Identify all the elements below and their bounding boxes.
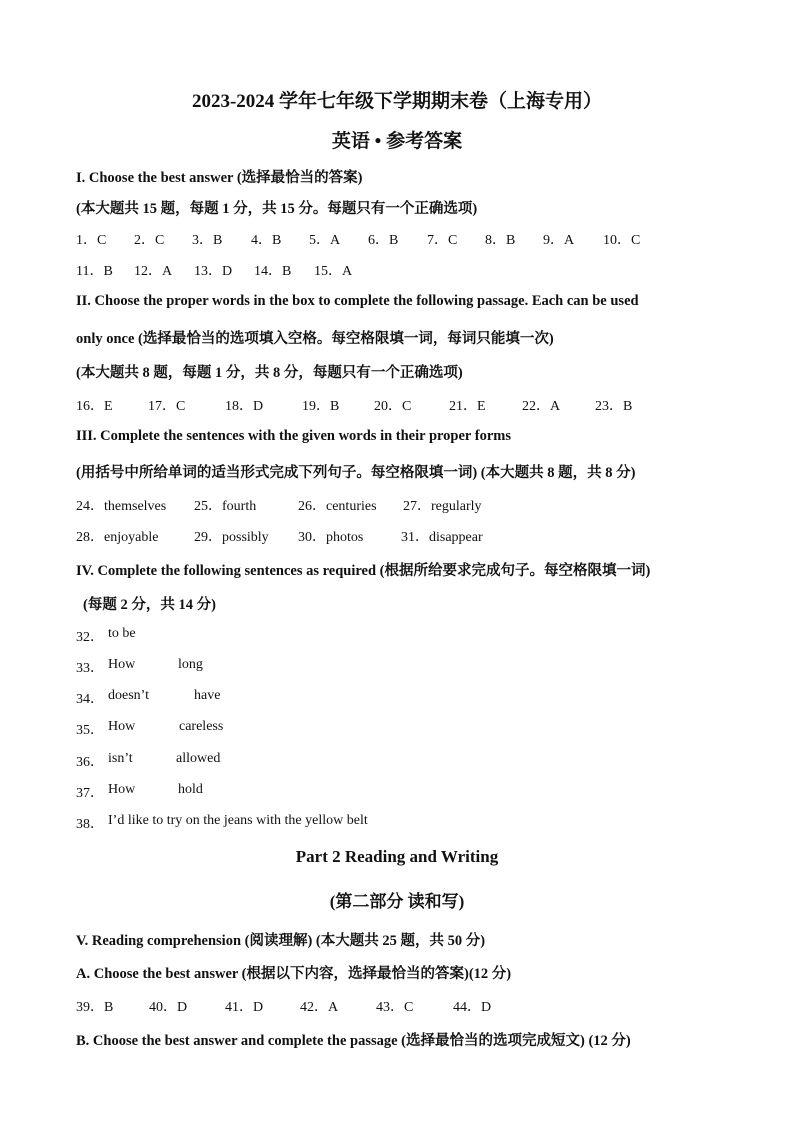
answer-item: 40．D: [149, 1000, 188, 1015]
item-number: 33．: [76, 661, 104, 676]
answer-item: 24．themselves: [76, 499, 167, 514]
answer-item: 20．C: [374, 399, 412, 414]
section-5a-heading: A. Choose the best answer (根据以下内容，选择最恰当的答案)(12 分): [76, 966, 512, 982]
answer-item: 5．A: [309, 233, 341, 248]
item-number: 35．: [76, 723, 104, 738]
answer-item: 4．B: [251, 233, 282, 248]
answer-word: have: [194, 688, 221, 703]
answer-item: 30．photos: [298, 530, 364, 545]
section-1-heading: I. Choose the best answer (选择最恰当的答案): [76, 170, 363, 186]
answer-item: 3．B: [192, 233, 223, 248]
section-1-answers-row-2: [76, 260, 726, 280]
section-4-answer-38: [76, 813, 726, 833]
answer-item: 31．disappear: [401, 530, 483, 545]
answer-item: 6．B: [368, 233, 399, 248]
answer-word: hold: [178, 782, 203, 797]
answer-word: allowed: [176, 751, 221, 766]
item-number: 34．: [76, 692, 104, 707]
section-1-note: (本大题共 15 题，每题 1 分，共 15 分。每题只有一个正确选项): [76, 201, 478, 217]
section-5b-heading: B. Choose the best answer and complete the passage (选择最恰当的选项完成短文) (12 分): [76, 1033, 631, 1049]
section-1-answers-row-1: [76, 229, 726, 249]
answer-word: careless: [179, 719, 224, 734]
answer-item: 22．A: [522, 399, 561, 414]
answer-word: isn’t: [108, 751, 133, 766]
answer-item: 41．D: [225, 1000, 264, 1015]
answer-item: 19．B: [302, 399, 340, 414]
answer-item: 15．A: [314, 264, 353, 279]
answer-item: 27．regularly: [403, 499, 482, 514]
part-2-title: Part 2 Reading and Writing: [295, 847, 499, 866]
answer-item: 8．B: [485, 233, 516, 248]
part-2-subtitle: (第二部分 读和写): [329, 892, 465, 911]
answer-item: 29．possibly: [194, 530, 269, 545]
section-3-answers-row-2: [76, 526, 726, 546]
answer-item: 18．D: [225, 399, 264, 414]
answer-item: 1．C: [76, 233, 107, 248]
section-3-heading: III. Complete the sentences with the given words in their proper forms: [76, 428, 511, 444]
section-2-note: (本大题共 8 题，每题 1 分，共 8 分，每题只有一个正确选项): [76, 365, 463, 381]
answer-item: 2．C: [134, 233, 165, 248]
answer-item: 21．E: [449, 399, 486, 414]
section-4-note: (每题 2 分，共 14 分): [83, 597, 216, 613]
answer-word: How: [108, 782, 136, 797]
item-number: 32．: [76, 630, 104, 645]
item-number: 38．: [76, 817, 104, 832]
answer-word: How: [108, 657, 136, 672]
section-4-answer-35: [76, 719, 726, 739]
section-3-note: (用括号中所给单词的适当形式完成下列句子。每空格限填一词) (本大题共 8 题，共 8 分): [76, 465, 636, 481]
answer-item: 25．fourth: [194, 499, 257, 514]
section-4-answer-36: [76, 751, 726, 771]
answer-item: 14．B: [254, 264, 292, 279]
answer-item: 26．centuries: [298, 499, 377, 514]
section-4-answer-33: [76, 657, 726, 677]
item-number: 36．: [76, 755, 104, 770]
section-2-heading-line-1: II. Choose the proper words in the box to complete the following passage. Each can be used: [76, 293, 639, 309]
section-2-heading-line-2: only once (选择最恰当的选项填入空格。每空格限填一词，每词只能填一次): [76, 331, 554, 347]
answer-item: 13．D: [194, 264, 233, 279]
answer-item: 44．D: [453, 1000, 492, 1015]
page-subtitle: 英语 • 参考答案: [331, 131, 463, 152]
section-4-answer-37: [76, 782, 726, 802]
answer-word: doesn’t: [108, 688, 149, 703]
answer-item: 7．C: [427, 233, 458, 248]
answer-item: 23．B: [595, 399, 633, 414]
page-title: 2023-2024 学年七年级下学期期末卷（上海专用）: [191, 91, 603, 112]
answer-item: 17．C: [148, 399, 186, 414]
answer-item: 9．A: [543, 233, 575, 248]
section-5-heading: V. Reading comprehension (阅读理解) (本大题共 25 题，共 50 分): [76, 933, 486, 949]
answer-item: 12．A: [134, 264, 173, 279]
answer-item: 42．A: [300, 1000, 339, 1015]
answer-item: 43．C: [376, 1000, 414, 1015]
answer-item: 28．enjoyable: [76, 530, 159, 545]
answer-item: 16．E: [76, 399, 113, 414]
section-5a-answers-row: [76, 996, 726, 1016]
answer-item: 39．B: [76, 1000, 114, 1015]
answer-item: 10．C: [603, 233, 641, 248]
item-number: 37．: [76, 786, 104, 801]
answer-word: long: [178, 657, 203, 672]
section-4-answer-34: [76, 688, 726, 708]
section-4-heading: IV. Complete the following sentences as required (根据所给要求完成句子。每空格限填一词): [76, 563, 651, 579]
section-3-answers-row-1: [76, 495, 726, 515]
section-4-answer-32: [76, 626, 726, 646]
answer-word: to be: [108, 626, 136, 641]
section-2-answers-row: [76, 395, 726, 415]
answer-item: 11．B: [76, 264, 113, 279]
answer-word: How: [108, 719, 136, 734]
answer-sentence: I’d like to try on the jeans with the yellow belt: [108, 813, 368, 828]
